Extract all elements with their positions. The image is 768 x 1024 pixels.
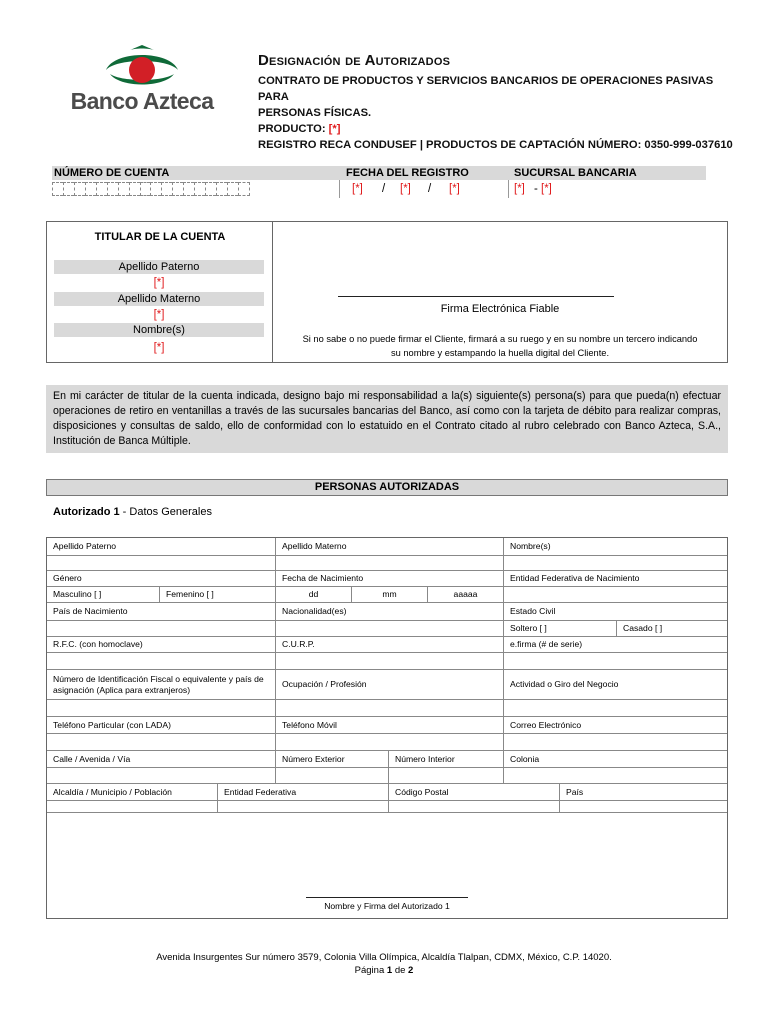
business-activity-label: Actividad o Giro del Negocio [510,679,619,689]
municipality-label: Alcaldía / Municipio / Población [47,784,218,800]
business-activity-input[interactable] [504,700,727,716]
form-row [47,587,727,603]
registration-date-label: FECHA DEL REGISTRO [346,167,469,179]
contract-line-2: PERSONAS FÍSICAS. [258,107,372,119]
mobile-phone-input[interactable] [276,734,504,750]
interior-number-label: Número Interior [389,751,504,767]
form-row [47,717,727,734]
branch-label: SUCURSAL BANCARIA [514,167,637,179]
reca-registry: REGISTRO RECA CONDUSEF | PRODUCTOS DE CAPTACIÓN NÚMERO: 0350-999-037610 [258,139,733,151]
paternal-surname-input[interactable] [47,556,276,570]
authorized-1-subtitle: - Datos Generales [119,506,212,518]
birth-state-label: Entidad Federativa de Nacimiento [510,573,640,583]
form-row [47,734,727,751]
document-header [258,52,738,153]
date-day-placeholder: [*] [352,183,363,195]
current-page: 1 [386,965,393,976]
authorized-persons-heading: PERSONAS AUTORIZADAS [46,479,728,496]
electronic-signature-label: Firma Electrónica Fiable [440,303,560,315]
female-checkbox[interactable]: Femenino [ ] [160,587,276,602]
street-label: Calle / Avenida / Vía [47,751,276,767]
account-number-label: NÚMERO DE CUENTA [54,167,170,179]
form-row [47,621,727,637]
product-placeholder: [*] [328,123,341,135]
signature-line [338,296,614,297]
maternal-surname-label: Apellido Materno [276,538,504,555]
occupation-label: Ocupación / Profesión [276,670,504,699]
tax-id-input[interactable] [47,700,276,716]
form-row [47,801,727,813]
nationality-label: Nacionalidad(es) [276,603,504,620]
column-divider [508,180,509,198]
branch-name-placeholder: [*] [541,183,552,195]
page-footer [0,951,768,977]
email-input[interactable] [504,734,727,750]
account-info [52,166,706,198]
single-checkbox[interactable]: Soltero [ ] [504,621,617,636]
given-names-label: Nombre(s) [54,323,264,337]
birth-year-input[interactable]: aaaaa [428,587,504,602]
account-holder-panel [47,222,273,362]
bank-logo [62,44,222,120]
account-header-row [52,166,706,180]
tax-id-label: Número de Identificación Fiscal o equivalente y país de asignación (Aplica para extranjeros) [47,670,276,699]
branch-separator: - [534,183,538,195]
birth-day-input[interactable]: dd [276,587,352,602]
efirma-input[interactable] [504,653,727,669]
column-divider [339,180,340,198]
birth-country-input[interactable] [47,621,276,636]
married-checkbox[interactable]: Casado [ ] [623,623,663,633]
form-row [47,603,727,621]
date-separator: / [428,183,432,195]
municipality-input[interactable] [47,801,218,812]
rfc-label: R.F.C. (con homoclave) [47,637,276,652]
given-names-value: [*] [153,342,165,354]
paternal-surname-value: [*] [153,277,165,289]
state-input[interactable] [218,801,389,812]
account-values-row [52,180,706,198]
form-row [47,538,727,556]
names-label: Nombre(s) [510,541,551,551]
state-label: Entidad Federativa [218,784,389,800]
postal-code-label: Código Postal [389,784,560,800]
date-month-placeholder: [*] [400,183,411,195]
occupation-input[interactable] [276,700,504,716]
form-row [47,556,727,571]
product-label: PRODUCTO: [258,123,329,135]
contract-line-1: CONTRATO DE PRODUCTOS Y SERVICIOS BANCARIOS DE OPERACIONES PASIVAS PARA [258,75,714,103]
mobile-phone-label: Teléfono Móvil [276,717,504,733]
postal-code-input[interactable] [389,801,560,812]
document-title: Designación de Autorizados [258,52,451,69]
country-input[interactable] [560,801,727,812]
home-phone-label: Teléfono Particular (con LADA) [47,717,276,733]
maternal-surname-value: [*] [153,309,165,321]
signature-note-line-1: Si no sabe o no puede firmar el Cliente, firmará a su ruego y en su nombre un tercero indicando [302,334,698,344]
signature-note [272,332,728,360]
country-label: País [566,786,584,797]
date-year-placeholder: [*] [449,183,460,195]
form-row [47,784,727,801]
rfc-input[interactable] [47,653,276,669]
authorized-1-title [53,506,212,518]
curp-input[interactable] [276,653,504,669]
birth-month-input[interactable]: mm [352,587,428,602]
designation-statement: En mi carácter de titular de la cuenta indicada, designo bajo mi responsabilidad a la(s) siguiente(s) persona(s) para que pueda(n) efectuar operaciones de retiro en ventanillas a través de las sucursales bancarias del Banco, así como con la tarjeta de débito para realizar compras, disposiciones y consultas de saldo, ello de conformidad con lo estatuido en el Contrato citado al rubro celebrado con Banco Azteca, S.A., Institución de Banca Múltiple. [46,385,728,453]
form-row [47,637,727,653]
page-of: de [392,965,409,976]
birth-date-label: Fecha de Nacimiento [276,571,504,586]
page-prefix: Página [354,965,387,976]
form-row [47,571,727,587]
marital-status-label: Estado Civil [510,606,556,616]
nationality-input[interactable] [276,621,504,636]
account-holder-heading: TITULAR DE LA CUENTA [94,231,226,243]
paternal-surname-label: Apellido Paterno [47,538,276,555]
form-row [47,670,727,700]
product-line [258,121,738,137]
account-number-boxes[interactable] [52,182,250,196]
authorized-1-label: Autorizado 1 [53,506,120,518]
paternal-surname-label: Apellido Paterno [54,260,264,274]
maternal-surname-label: Apellido Materno [54,292,264,306]
logo-emblem-icon [100,44,184,88]
exterior-number-label: Número Exterior [276,751,389,767]
names-input[interactable] [504,556,727,570]
efirma-label: e.firma (# de serie) [510,639,583,649]
branch-code-placeholder: [*] [514,183,525,195]
curp-label: C.U.R.P. [276,637,504,652]
email-label: Correo Electrónico [510,719,582,730]
authorized-signature-line[interactable] [306,897,468,898]
home-phone-input[interactable] [47,734,276,750]
signature-note-line-2: su nombre y estampando la huella digital del Cliente. [390,348,610,358]
gender-label: Género [47,571,276,586]
form-row [47,653,727,670]
form-row [47,768,727,784]
male-checkbox[interactable]: Masculino [ ] [47,587,160,602]
interior-number-input[interactable] [389,768,504,783]
logo-text: Banco Azteca [70,88,214,114]
street-input[interactable] [47,768,276,783]
authorized-signature-label: Nombre y Firma del Autorizado 1 [324,901,450,911]
form-row [47,700,727,717]
total-pages: 2 [408,965,414,976]
neighborhood-input[interactable] [504,768,727,783]
bank-address: Avenida Insurgentes Sur número 3579, Colonia Villa Olímpica, Alcaldía Tlalpan, CDMX, México, C.P. 14020. [156,952,612,963]
authorized-person-form [46,537,728,919]
neighborhood-label: Colonia [510,753,540,764]
form-row [47,751,727,768]
page-number [0,964,768,977]
birth-country-label: País de Nacimiento [47,603,276,620]
maternal-surname-input[interactable] [276,556,504,570]
date-separator: / [382,183,386,195]
birth-state-input[interactable] [504,587,727,602]
exterior-number-input[interactable] [276,768,389,783]
